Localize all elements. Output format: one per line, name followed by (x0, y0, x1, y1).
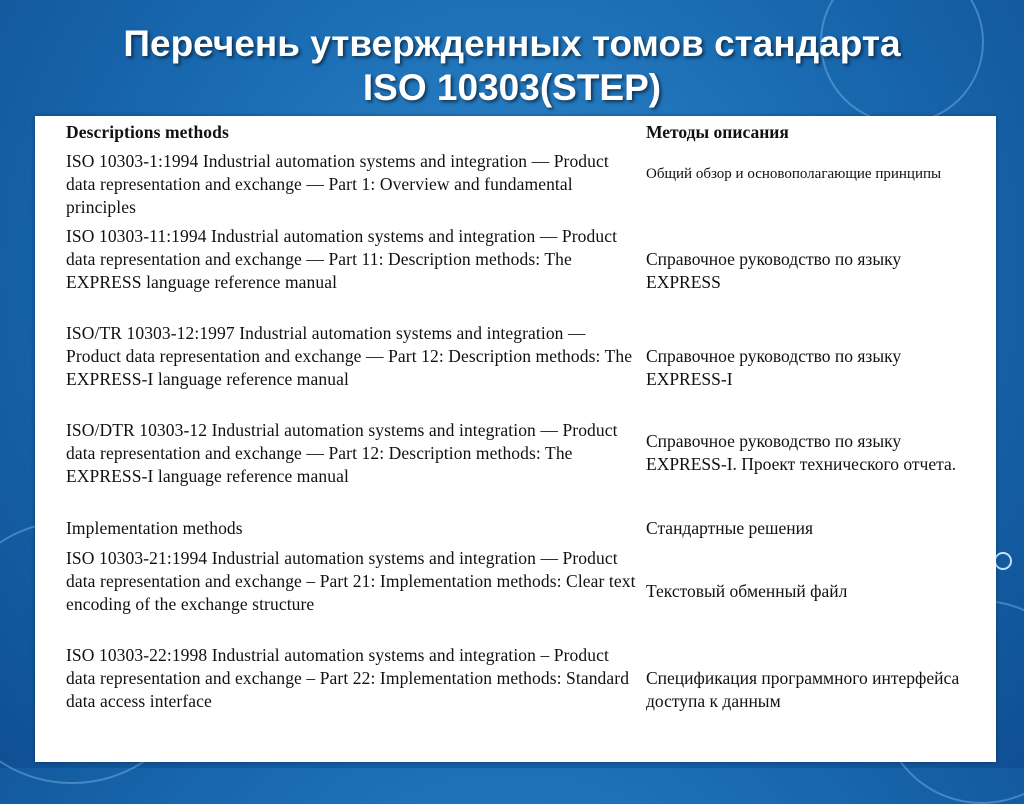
row-ru-text: Текстовый обменный файл (646, 581, 848, 601)
row-en-text: ISO/TR 10303-12:1997 Industrial automation systems and integration — Product data representation and exchange — Part 12: Description methods: The EXPRESS-I language reference manual (66, 323, 633, 389)
row-en-text: Implementation methods (66, 518, 243, 538)
row-ru-text: Общий обзор и основополагающие принципы (646, 166, 942, 182)
row-ru-text: Справочное руководство по языку EXPRESS-I (646, 346, 902, 389)
row-ru-text: Стандартные решения (646, 518, 814, 538)
header-en: Descriptions methods (66, 122, 229, 142)
row-en-text: ISO 10303-22:1998 Industrial automation systems and integration – Product data representation and exchange – Part 22: Implementation methods: Standard data access interface (66, 645, 630, 711)
row-ru-text: Спецификация программного интерфейса доступа к данным (646, 668, 960, 711)
row-en-text: ISO 10303-1:1994 Industrial automation systems and integration — Product data representation and exchange — Part 1: Overview and fundamental principles (66, 151, 609, 217)
row-en-text: ISO 10303-11:1994 Industrial automation systems and integration — Product data representation and exchange — Part 11: Description methods: The EXPRESS language reference manual (66, 226, 618, 292)
row-ru-text: Справочное руководство по языку EXPRESS-I. Проект технического отчета. (646, 431, 957, 474)
slide-title-line-1: Перечень утвержденных томов стандарта (123, 23, 901, 64)
row-ru-text: Справочное руководство по языку EXPRESS (646, 249, 902, 292)
slide-title-line-2: ISO 10303(STEP) (362, 67, 662, 108)
header-ru: Методы описания (646, 122, 789, 142)
row-en-text: ISO/DTR 10303-12 Industrial automation systems and integration — Product data representation and exchange — Part 12: Description methods: The EXPRESS-I language reference manual (66, 420, 618, 486)
row-en-text: ISO 10303-21:1994 Industrial automation systems and integration — Product data representation and exchange – Part 21: Implementation methods: Clear text encoding of the exchange structure (66, 548, 636, 614)
slide-title (0, 22, 1024, 110)
standards-table (35, 116, 996, 762)
background-dot (994, 552, 1012, 570)
